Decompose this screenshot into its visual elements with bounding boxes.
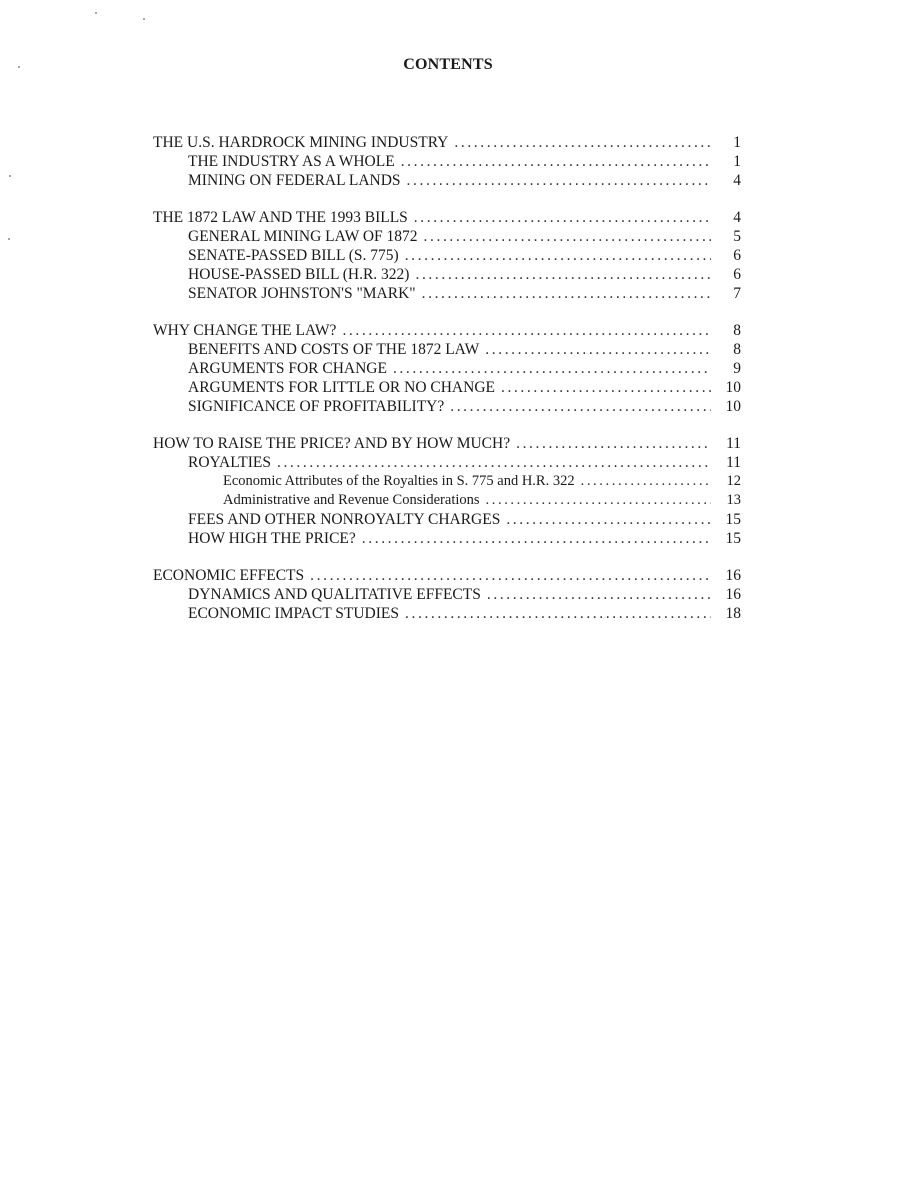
toc-entry-level-3 [153,472,741,491]
toc-entry-label: BENEFITS AND COSTS OF THE 1872 LAW [188,341,480,358]
dot-leader [342,321,711,340]
dot-leader [501,378,711,397]
toc-entry-label: SENATE-PASSED BILL (S. 775) [188,247,399,264]
toc-entry-label: HOUSE-PASSED BILL (H.R. 322) [188,266,410,283]
toc-entry-label: HOW TO RAISE THE PRICE? AND BY HOW MUCH? [153,435,511,452]
toc-entry-page-number: 11 [726,435,741,452]
toc-entry-level-2 [153,529,741,548]
toc-entry-page-number: 10 [725,398,741,415]
toc-entry-page-number: 1 [733,153,741,170]
toc-entry-label: ROYALTIES [188,454,271,471]
toc-entry-page-number: 6 [733,247,741,264]
toc-entry-level-2 [153,227,741,246]
toc-entry-label: SIGNIFICANCE OF PROFITABILITY? [188,398,445,415]
dot-leader [401,152,711,171]
dot-leader [414,208,711,227]
dot-leader [422,284,711,303]
toc-entry-page-number: 12 [726,473,741,489]
dot-leader [506,510,711,529]
dot-leader [310,566,711,585]
toc-entry-label: DYNAMICS AND QUALITATIVE EFFECTS [188,586,481,603]
toc-entry-label: Economic Attributes of the Royalties in S. 775 and H.R. 322 [223,473,575,489]
dot-leader [454,133,711,152]
scan-speck [9,175,11,177]
toc-entry-label: GENERAL MINING LAW OF 1872 [188,228,418,245]
toc-entry-page-number: 18 [725,605,741,622]
dot-leader [486,491,711,510]
toc-entry-level-2 [153,171,741,190]
dot-leader [581,472,711,491]
dot-leader [407,171,711,190]
toc-entry-page-number: 7 [733,285,741,302]
dot-leader [362,529,711,548]
toc-entry-label: HOW HIGH THE PRICE? [188,530,356,547]
dot-leader [450,397,711,416]
toc-entry-label: ARGUMENTS FOR LITTLE OR NO CHANGE [188,379,495,396]
toc-entry-page-number: 16 [725,586,741,603]
toc-entry-page-number: 6 [733,266,741,283]
toc-entry-label: WHY CHANGE THE LAW? [153,322,337,339]
dot-leader [516,434,711,453]
toc-entry-level-1 [153,321,741,340]
toc-entry-page-number: 16 [725,567,741,584]
toc-entry-level-2 [153,378,741,397]
dot-leader [405,246,711,265]
scan-speck [95,12,97,14]
toc-entry-page-number: 10 [725,379,741,396]
toc-entry-label: MINING ON FEDERAL LANDS [188,172,401,189]
scan-speck [143,18,145,20]
toc-entry-page-number: 4 [733,209,741,226]
toc-entry-page-number: 8 [733,341,741,358]
toc-entry-level-1 [153,133,741,152]
toc-entry-page-number: 5 [733,228,741,245]
toc-entry-label: ECONOMIC EFFECTS [153,567,305,584]
toc-entry-label: THE U.S. HARDROCK MINING INDUSTRY [153,134,449,151]
toc-entry-level-2 [153,453,741,472]
toc-entry-level-2 [153,152,741,171]
toc-entry-page-number: 8 [733,322,741,339]
toc-entry-page-number: 15 [725,530,741,547]
dot-leader [277,453,711,472]
toc-section [153,566,741,623]
page-title: CONTENTS [403,56,493,73]
toc-entry-level-2 [153,246,741,265]
toc-entry-label: THE INDUSTRY AS A WHOLE [188,153,395,170]
toc-entry-level-3 [153,491,741,510]
toc-entry-level-2 [153,585,741,604]
toc-entry-level-1 [153,566,741,585]
toc-entry-label: THE 1872 LAW AND THE 1993 BILLS [153,209,408,226]
toc-entry-label: SENATOR JOHNSTON'S "MARK" [188,285,416,302]
dot-leader [393,359,711,378]
toc-entry-page-number: 1 [733,134,741,151]
toc-entry-level-2 [153,284,741,303]
dot-leader [487,585,711,604]
toc-entry-level-1 [153,434,741,453]
dot-leader [415,265,711,284]
toc-entry-page-number: 4 [733,172,741,189]
toc-section [153,321,741,416]
toc-entry-level-2 [153,265,741,284]
toc-section [153,208,741,303]
toc-entry-page-number: 11 [726,454,741,471]
scan-speck [8,238,10,240]
toc-entry-page-number: 9 [733,360,741,377]
toc-section [153,133,741,190]
toc-entry-label: ARGUMENTS FOR CHANGE [188,360,387,377]
table-of-contents [153,133,741,641]
toc-entry-label: Administrative and Revenue Considerations [223,492,480,508]
toc-entry-level-2 [153,510,741,529]
dot-leader [405,604,711,623]
dot-leader [424,227,711,246]
toc-entry-level-1 [153,208,741,227]
toc-entry-label: FEES AND OTHER NONROYALTY CHARGES [188,511,501,528]
toc-entry-level-2 [153,359,741,378]
toc-entry-page-number: 15 [725,511,741,528]
toc-entry-page-number: 13 [726,492,741,508]
toc-entry-level-2 [153,604,741,623]
dot-leader [485,340,711,359]
toc-entry-level-2 [153,340,741,359]
toc-entry-level-2 [153,397,741,416]
toc-entry-label: ECONOMIC IMPACT STUDIES [188,605,400,622]
toc-section [153,434,741,548]
